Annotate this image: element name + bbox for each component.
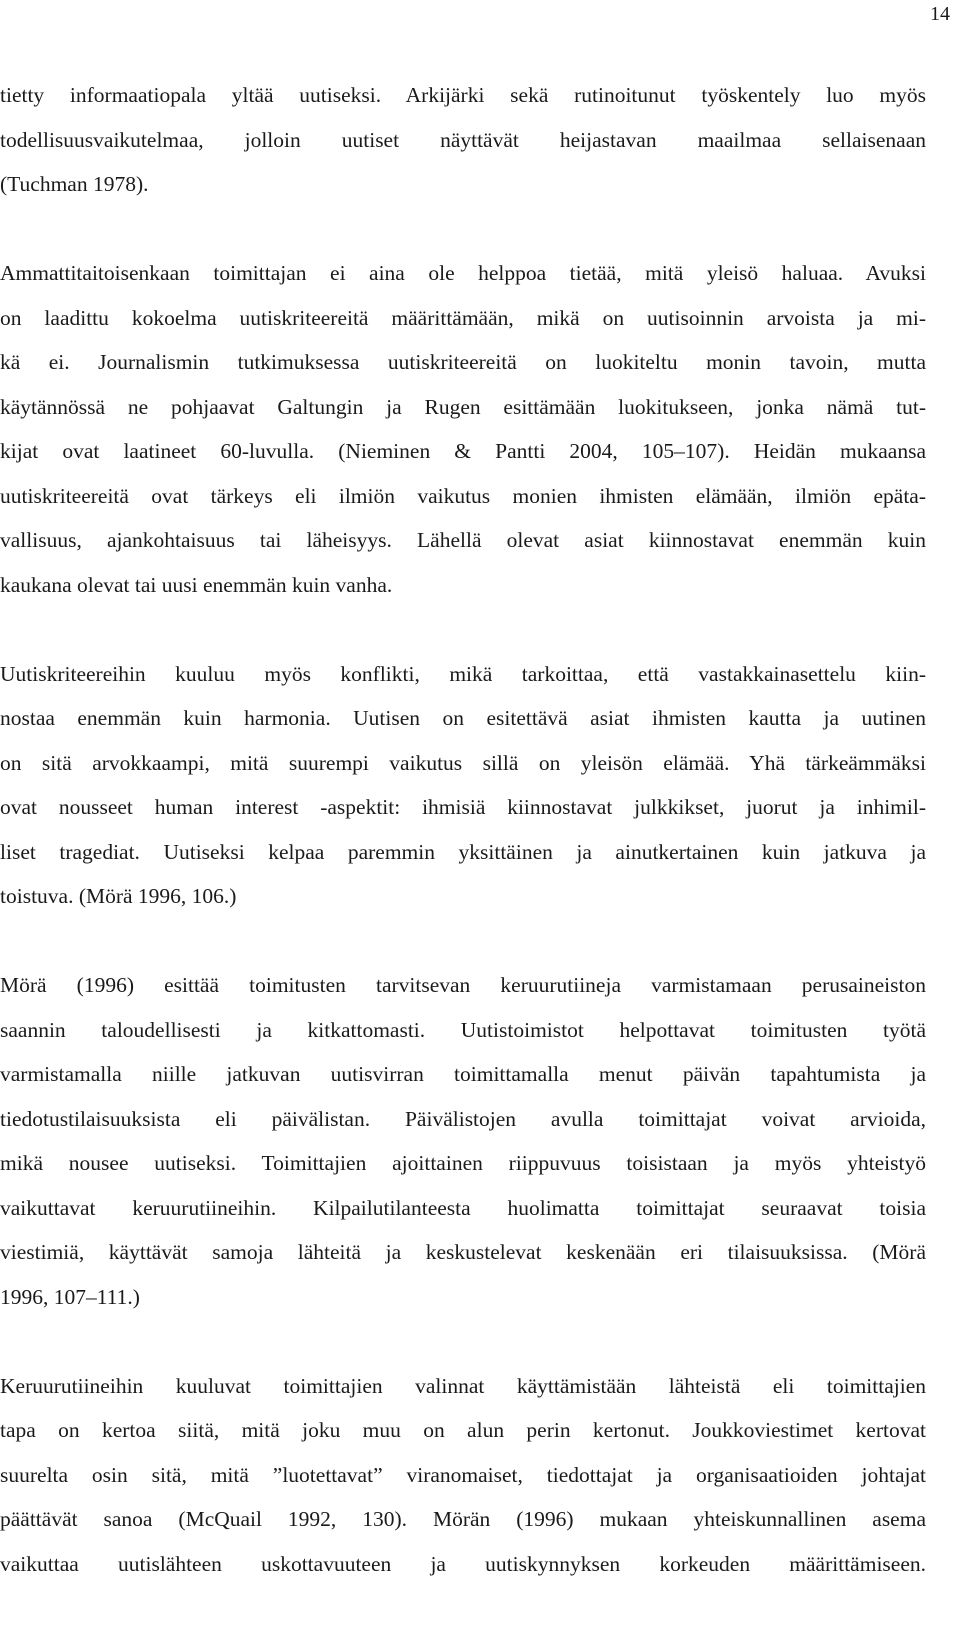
text-line: mikä nousee uutiseksi. Toimittajien ajoittainen riippuvuus toisistaan ja myös yhteistyö bbox=[0, 1151, 926, 1175]
text-line: kaukana olevat tai uusi enemmän kuin vanha. bbox=[0, 572, 393, 597]
text-line: ovat nousseet human interest -aspektit: ihmisiä kiinnostavat julkkikset, juorut ja inhimil- bbox=[0, 795, 926, 819]
text-line: 1996, 107–111.) bbox=[0, 1284, 140, 1309]
text-line: tapa on kertoa siitä, mitä joku muu on alun perin kertonut. Joukkoviestimet kertovat bbox=[0, 1418, 926, 1442]
text-line: saannin taloudellisesti ja kitkattomasti. Uutistoimistot helpottavat toimitusten työtä bbox=[0, 1017, 926, 1042]
text-line: vaikuttaa uutislähteen uskottavuuteen ja uutiskynnyksen korkeuden määrittämiseen. bbox=[0, 1551, 926, 1576]
text-line: kijat ovat laatineet 60-luvulla. (Nieminen & Pantti 2004, 105–107). Heidän mukaansa bbox=[0, 439, 926, 463]
text-line: vallisuus, ajankohtaisuus tai läheisyys. Lähellä olevat asiat kiinnostavat enemmän kuin bbox=[0, 528, 926, 552]
paragraph-4 bbox=[0, 963, 926, 1319]
text-line: suurelta osin sitä, mitä ”luotettavat” viranomaiset, tiedottajat ja organisaatioiden johtajat bbox=[0, 1462, 926, 1487]
text-line: on sitä arvokkaampi, mitä suurempi vaikutus sillä on yleisön elämää. Yhä tärkeämmäksi bbox=[0, 750, 926, 775]
text-line: käytännössä ne pohjaavat Galtungin ja Rugen esittämään luokitukseen, jonka nämä tut- bbox=[0, 394, 926, 419]
text-line: kä ei. Journalismin tutkimuksessa uutiskriteereitä on luokiteltu monin tavoin, mutta bbox=[0, 350, 926, 374]
text-line: päättävät sanoa (McQuail 1992, 130). Mörän (1996) mukaan yhteiskunnallinen asema bbox=[0, 1507, 926, 1531]
document-body bbox=[0, 73, 926, 1586]
page-number: 14 bbox=[930, 3, 950, 25]
paragraph-3 bbox=[0, 652, 926, 919]
text-line: tietty informaatiopala yltää uutiseksi. Arkijärki sekä rutinoitunut työskentely luo myös bbox=[0, 83, 926, 107]
text-line: vaikuttavat keruurutiineihin. Kilpailutilanteesta huolimatta toimittajat seuraavat toisia bbox=[0, 1195, 926, 1220]
text-line: toistuva. (Mörä 1996, 106.) bbox=[0, 884, 237, 908]
text-line: Keruurutiineihin kuuluvat toimittajien valinnat käyttämistään lähteistä eli toimittajien bbox=[0, 1373, 926, 1398]
text-line: uutiskriteereitä ovat tärkeys eli ilmiön vaikutus monien ihmisten elämään, ilmiön epäta- bbox=[0, 483, 926, 508]
paragraph-2 bbox=[0, 251, 926, 607]
text-line: Uutiskriteereihin kuuluu myös konflikti, mikä tarkoittaa, että vastakkainasettelu kiin- bbox=[0, 661, 926, 686]
text-line: Mörä (1996) esittää toimitusten tarvitsevan keruurutiineja varmistamaan perusaineiston bbox=[0, 973, 926, 997]
text-line: todellisuusvaikutelmaa, jolloin uutiset näyttävät heijastavan maailmaa sellaisenaan bbox=[0, 127, 926, 152]
text-line: on laadittu kokoelma uutiskriteereitä määrittämään, mikä on uutisoinnin arvoista ja mi- bbox=[0, 305, 926, 330]
text-line: varmistamalla niille jatkuvan uutisvirran toimittamalla menut päivän tapahtumista ja bbox=[0, 1062, 926, 1086]
text-line: nostaa enemmän kuin harmonia. Uutisen on esitettävä asiat ihmisten kautta ja uutinen bbox=[0, 706, 926, 730]
text-line: viestimiä, käyttävät samoja lähteitä ja keskustelevat keskenään eri tilaisuuksissa. (Mörä bbox=[0, 1240, 926, 1264]
paragraph-5 bbox=[0, 1364, 926, 1587]
text-line: tiedotustilaisuuksista eli päivälistan. Päivälistojen avulla toimittajat voivat arvioida, bbox=[0, 1106, 926, 1131]
text-line: (Tuchman 1978). bbox=[0, 172, 149, 196]
text-line: Ammattitaitoisenkaan toimittajan ei aina ole helppoa tietää, mitä yleisö haluaa. Avuksi bbox=[0, 261, 926, 285]
paragraph-1 bbox=[0, 73, 926, 207]
text-line: liset tragediat. Uutiseksi kelpaa paremmin yksittäinen ja ainutkertainen kuin jatkuva ja bbox=[0, 839, 926, 864]
